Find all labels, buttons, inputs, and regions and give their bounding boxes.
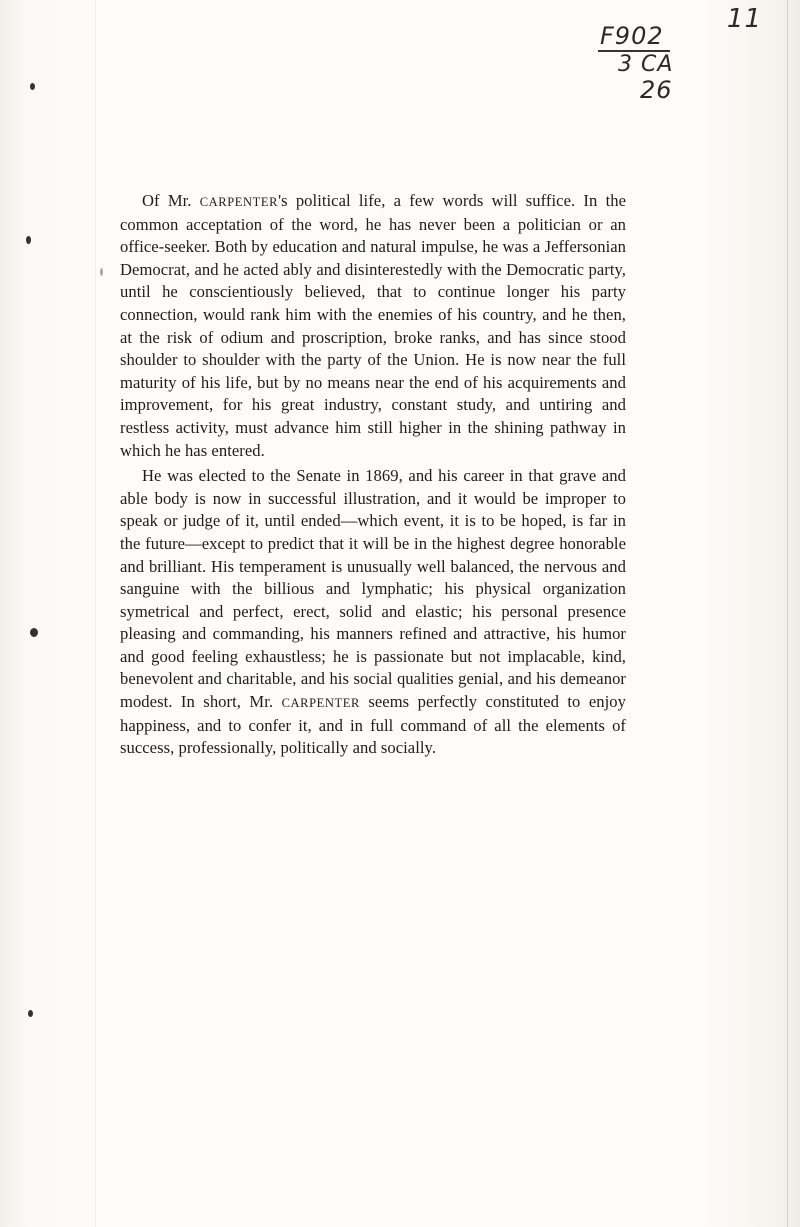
margin-mark-5 [28, 1010, 33, 1017]
p1-surname: CARPENTER [199, 195, 279, 209]
handwritten-catalog-item: 26 [640, 76, 673, 104]
p2-text-rest: seems perfectly constituted to enjoy happiness, and to confer it, and in full command of all the elements of success, professionally, politically and socially. [120, 692, 626, 758]
margin-mark-2 [26, 236, 31, 244]
handwritten-page-number: 11 [726, 4, 762, 34]
p2-surname: CARPENTER [281, 696, 360, 711]
paragraph-political-life [120, 190, 626, 462]
paragraph-senate-career [120, 465, 626, 760]
p1-text-rest: 's political life, a few words will suffice. In the common acceptation of the word, he has never been a politician or an office-seeker. Both by education and natural impulse, he was a Jeffersonian Democrat, and he acted ably and disinterestedly with the Democratic party, until he conscientiously believed, that to continue longer his party connection, would rank him with the enemies of his country, and he then, at the risk of odium and proscription, broke ranks, and has since stood shoulder to shoulder with the party of the Union. He is now near the full maturity of his life, but by no means near the end of his acquirements and improvement, for his great industry, constant study, and untiring and restless activity, must advance him still higher in the shining pathway in which he has entered. [120, 191, 626, 460]
p1-text-start: Of Mr. [142, 191, 200, 210]
p2-text-start: He was elected to the Senate in 1869, and his career in that grave and able body is now in successful illustration, and it would be improper to speak or judge of it, until ended—which event, it is to be hoped, is far in the future—except to predict that it will be in the highest degree honorable and brilliant. His temperament is unusually well balanced, the nervous and sanguine with the billious and lymphatic; his physical organization symetrical and perfect, erect, solid and elastic; his personal presence pleasing and commanding, his manners refined and attractive, his humor and good feeling exhaustless; he is passionate but not implacable, kind, benevolent and charitable, and his social qualities genial, and his demeanor modest. In short, Mr. [120, 466, 626, 712]
handwritten-catalog-location: 3 CA [618, 52, 674, 77]
biography-text [120, 190, 626, 760]
page-fold-line [95, 0, 96, 1227]
margin-mark-4 [30, 628, 38, 637]
margin-mark-1 [30, 83, 35, 90]
handwritten-catalog-number: F902 [600, 22, 664, 50]
margin-mark-3 [100, 268, 103, 276]
page-right-edge [787, 0, 788, 1227]
